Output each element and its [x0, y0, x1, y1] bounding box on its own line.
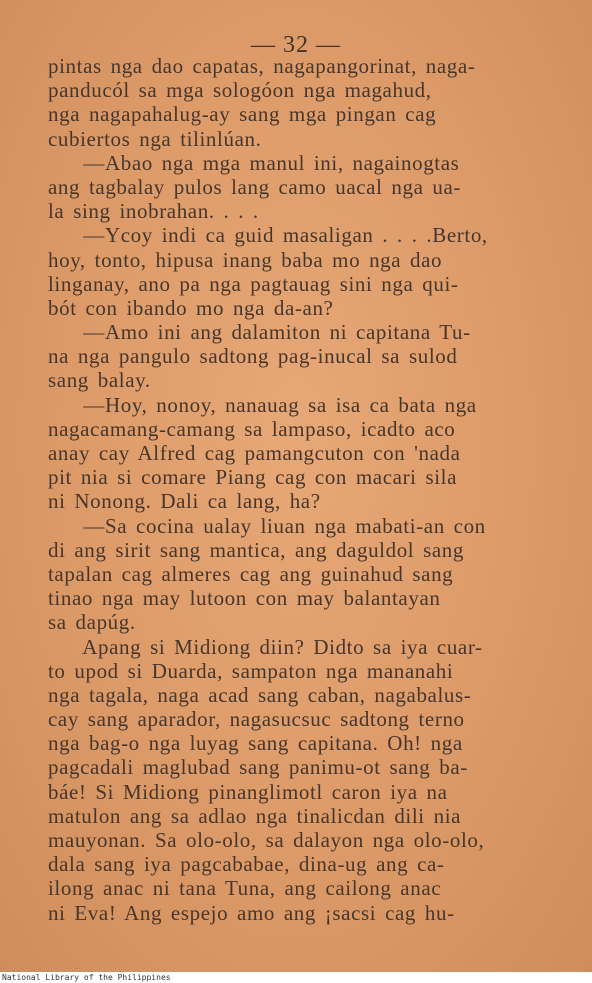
text-line: nga nagapahalug-ay sang mga pingan cag [48, 102, 437, 127]
text-line: anay cay Alfred cag pamangcuton con 'nada [48, 441, 461, 465]
text-line: tapalan cag almeres cag ang guinahud sang [48, 561, 454, 586]
text-line: —Hoy, nonoy, nanauag sa isa ca bata nga [48, 392, 477, 417]
text-line: nga bag-o nga luyag sang capitana. Oh! nga [48, 731, 463, 756]
text-line: to upod si Duarda, sampaton nga mananahi [48, 658, 454, 683]
text-line: pagcadali maglubad sang panimu-ot sang ba- [48, 755, 468, 780]
text-line: pit nia si comare Piang cag con macari sila [48, 465, 458, 490]
text-line: báe! Si Midiong pinanglimotl caron iya na [48, 779, 448, 804]
text-line: nagacamang-camang sa lampaso, icadto aco [48, 416, 456, 441]
text-line: di ang sirit sang mantica, ang daguldol sang [48, 537, 464, 562]
text-line: ilong anac ni tana Tuna, ang cailong anac [48, 876, 442, 901]
text-line: —Abao nga mga manul ini, nagainogtas [48, 150, 460, 175]
text-line: la sing inobrahan. . . . [48, 199, 259, 224]
text-line: ang tagbalay pulos lang camo uacal nga ua- [48, 174, 461, 199]
text-line: —Sa cocina ualay liuan nga mabati-an con [48, 513, 486, 538]
text-line: ni Nonong. Dali ca lang, ha? [48, 489, 321, 514]
text-line: tinao nga may lutoon con may balantayan [48, 586, 441, 611]
text-line: sang balay. [48, 368, 151, 393]
text-line: pintas nga dao capatas, nagapangorinat, naga- [48, 54, 476, 78]
page-number: — 32 — [251, 32, 341, 58]
text-line: mauyonan. Sa olo-olo, sa dalayon nga olo-olo, [48, 828, 485, 852]
text-line: na nga pangulo sadtong pag-inucal sa sulod [48, 344, 458, 369]
text-line: panducól sa mga sologóon nga magahud, [48, 78, 432, 103]
text-line: dala sang iya pagcababae, dina-ug ang ca- [48, 852, 445, 877]
text-line: sa dapúg. [48, 610, 136, 635]
body-text [48, 54, 536, 925]
text-line: ni Eva! Ang espejo amo ang ¡sacsi cag hu- [48, 900, 455, 925]
text-line: bót con ibando mo nga da-an? [48, 295, 334, 320]
text-line: nga tagala, naga acad sang caban, nagabalus- [48, 682, 472, 707]
text-line: Apang si Midiong diin? Didto sa iya cuar- [48, 634, 483, 659]
library-credit: National Library of the Philippines [2, 973, 171, 982]
text-line: —Amo ini ang dalamiton ni capitana Tu- [48, 320, 471, 345]
text-line: linganay, ano pa nga pagtauag sini nga qui- [48, 271, 459, 296]
text-line: cay sang aparador, nagasucsuc sadtong terno [48, 707, 465, 732]
text-line: cubiertos nga tilinlúan. [48, 126, 262, 151]
text-line: —Ycoy indi ca guid masaligan . . . .Berto, [48, 223, 488, 248]
text-line: matulon ang sa adlao nga tinalicdan dili nia [48, 803, 462, 828]
text-line: hoy, tonto, hipusa inang baba mo nga dao [48, 247, 443, 272]
